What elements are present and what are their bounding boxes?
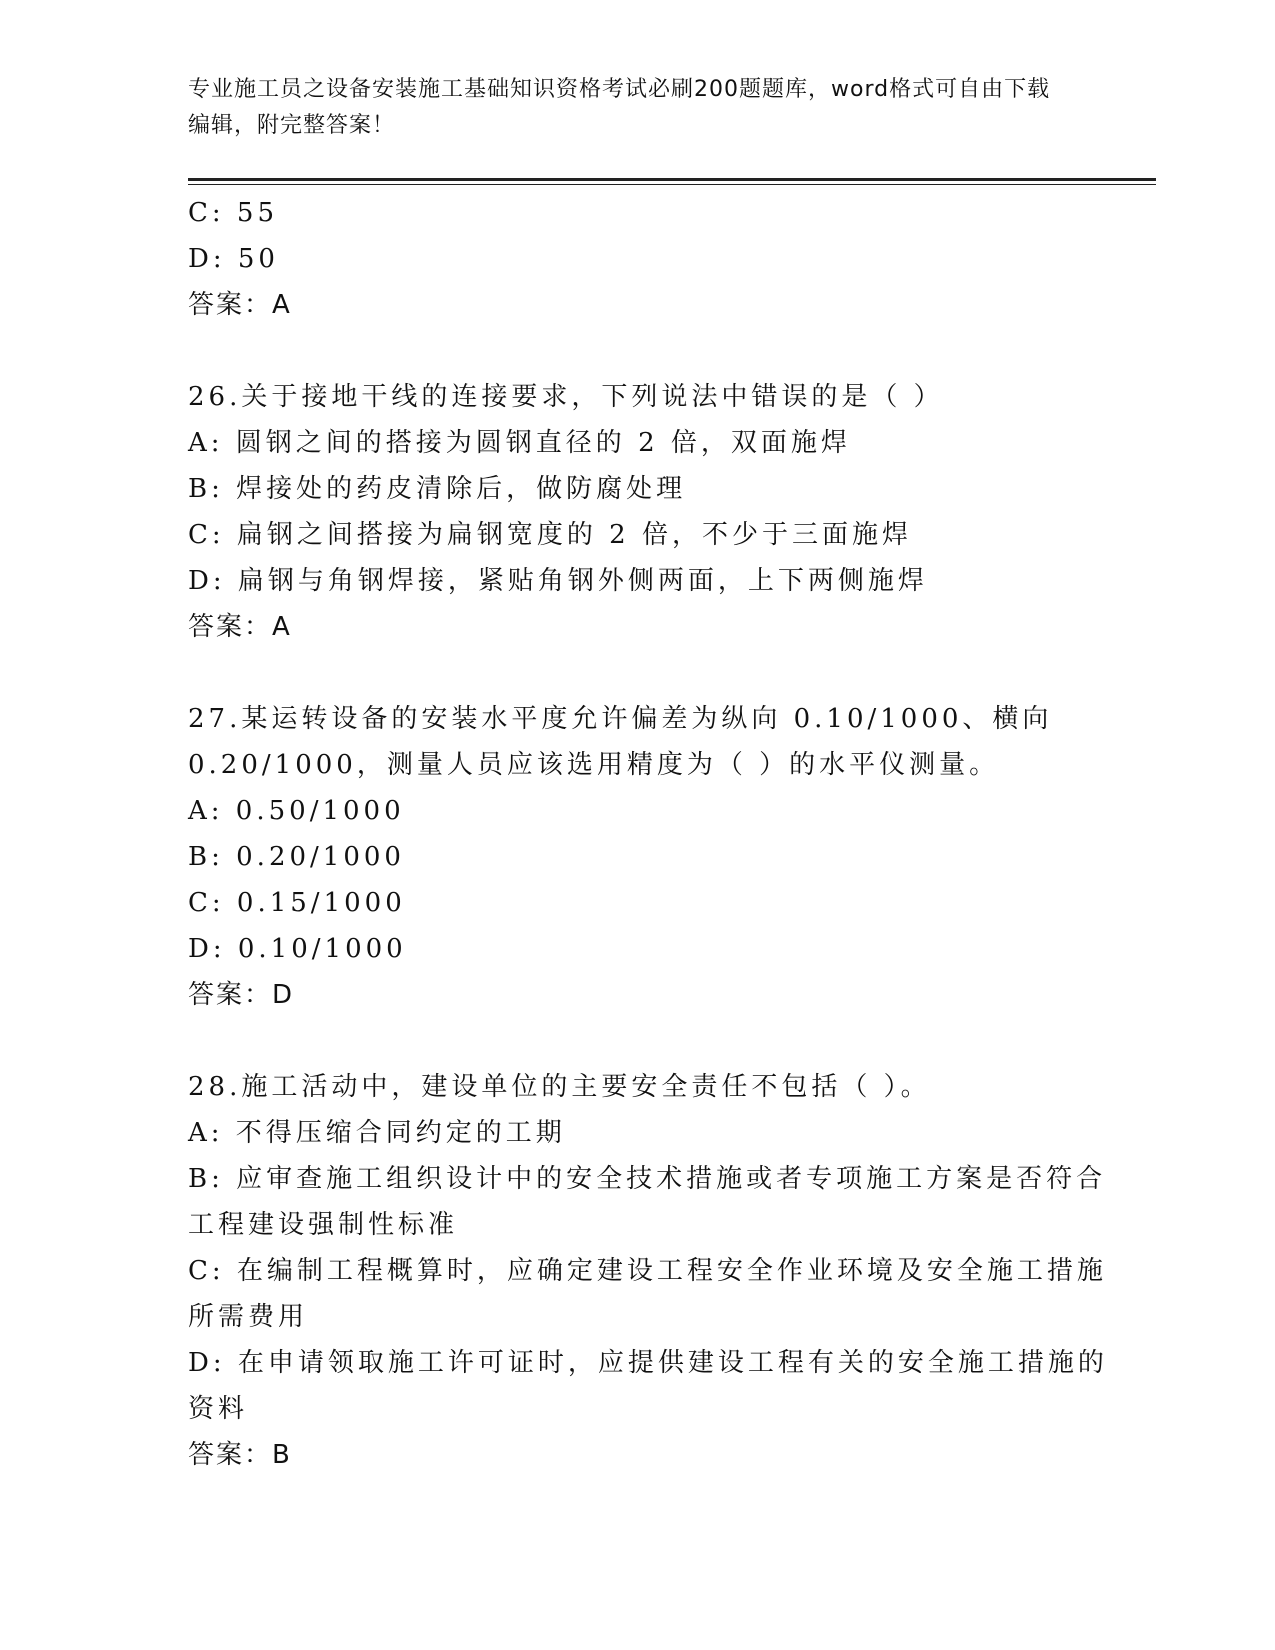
answer-line: 答案：A	[188, 290, 292, 320]
option-a: A: 不得压缩合同约定的工期	[188, 1118, 566, 1148]
question-content	[188, 190, 1108, 1478]
document-header: 专业施工员之设备安装施工基础知识资格考试必刷200题题库，word格式可自由下载编辑，附完整答案！	[188, 77, 1051, 138]
option-b: B: 0.20/1000	[188, 842, 405, 872]
answer-line: 答案：A	[188, 612, 292, 642]
question-27	[188, 696, 1088, 1018]
prev-question-tail	[188, 190, 1088, 328]
option-a: A: 圆钢之间的搭接为圆钢直径的 2 倍，双面施焊	[188, 428, 851, 458]
option-c: C: 55	[188, 198, 279, 228]
spacer	[188, 328, 1088, 374]
option-b-line-2: 工程建设强制性标准	[188, 1210, 459, 1240]
option-d: D: 0.10/1000	[188, 934, 407, 964]
option-d: D: 50	[188, 244, 279, 274]
spacer	[188, 1018, 1088, 1064]
option-a: A: 0.50/1000	[188, 796, 405, 826]
spacer	[188, 650, 1088, 696]
answer-line: 答案：D	[188, 980, 295, 1010]
question-stem: 28.施工活动中，建设单位的主要安全责任不包括（ ）。	[188, 1072, 931, 1102]
option-c: C: 0.15/1000	[188, 888, 406, 918]
option-d-line-1: D: 在申请领取施工许可证时，应提供建设工程有关的安全施工措施的	[188, 1348, 1108, 1378]
header-rule-thick	[188, 178, 1156, 181]
question-26	[188, 374, 1088, 650]
question-28	[188, 1064, 1108, 1478]
option-d-line-2: 资料	[188, 1394, 249, 1424]
question-stem-line-1: 27.某运转设备的安装水平度允许偏差为纵向 0.10/1000、横向	[188, 704, 1053, 734]
option-b-line-1: B: 应审查施工组织设计中的安全技术措施或者专项施工方案是否符合	[188, 1164, 1107, 1194]
question-stem-line-2: 0.20/1000，测量人员应该选用精度为（ ）的水平仪测量。	[188, 750, 1000, 780]
option-c: C: 扁钢之间搭接为扁钢宽度的 2 倍，不少于三面施焊	[188, 520, 912, 550]
question-stem: 26.关于接地干线的连接要求，下列说法中错误的是（ ）	[188, 382, 944, 412]
option-c-line-1: C: 在编制工程概算时，应确定建设工程安全作业环境及安全施工措施	[188, 1256, 1107, 1286]
header-rule-thin	[188, 184, 1156, 185]
option-b: B: 焊接处的药皮清除后，做防腐处理	[188, 474, 687, 504]
option-d: D: 扁钢与角钢焊接，紧贴角钢外侧两面，上下两侧施焊	[188, 566, 928, 596]
answer-line: 答案：B	[188, 1440, 292, 1470]
option-c-line-2: 所需费用	[188, 1302, 309, 1332]
